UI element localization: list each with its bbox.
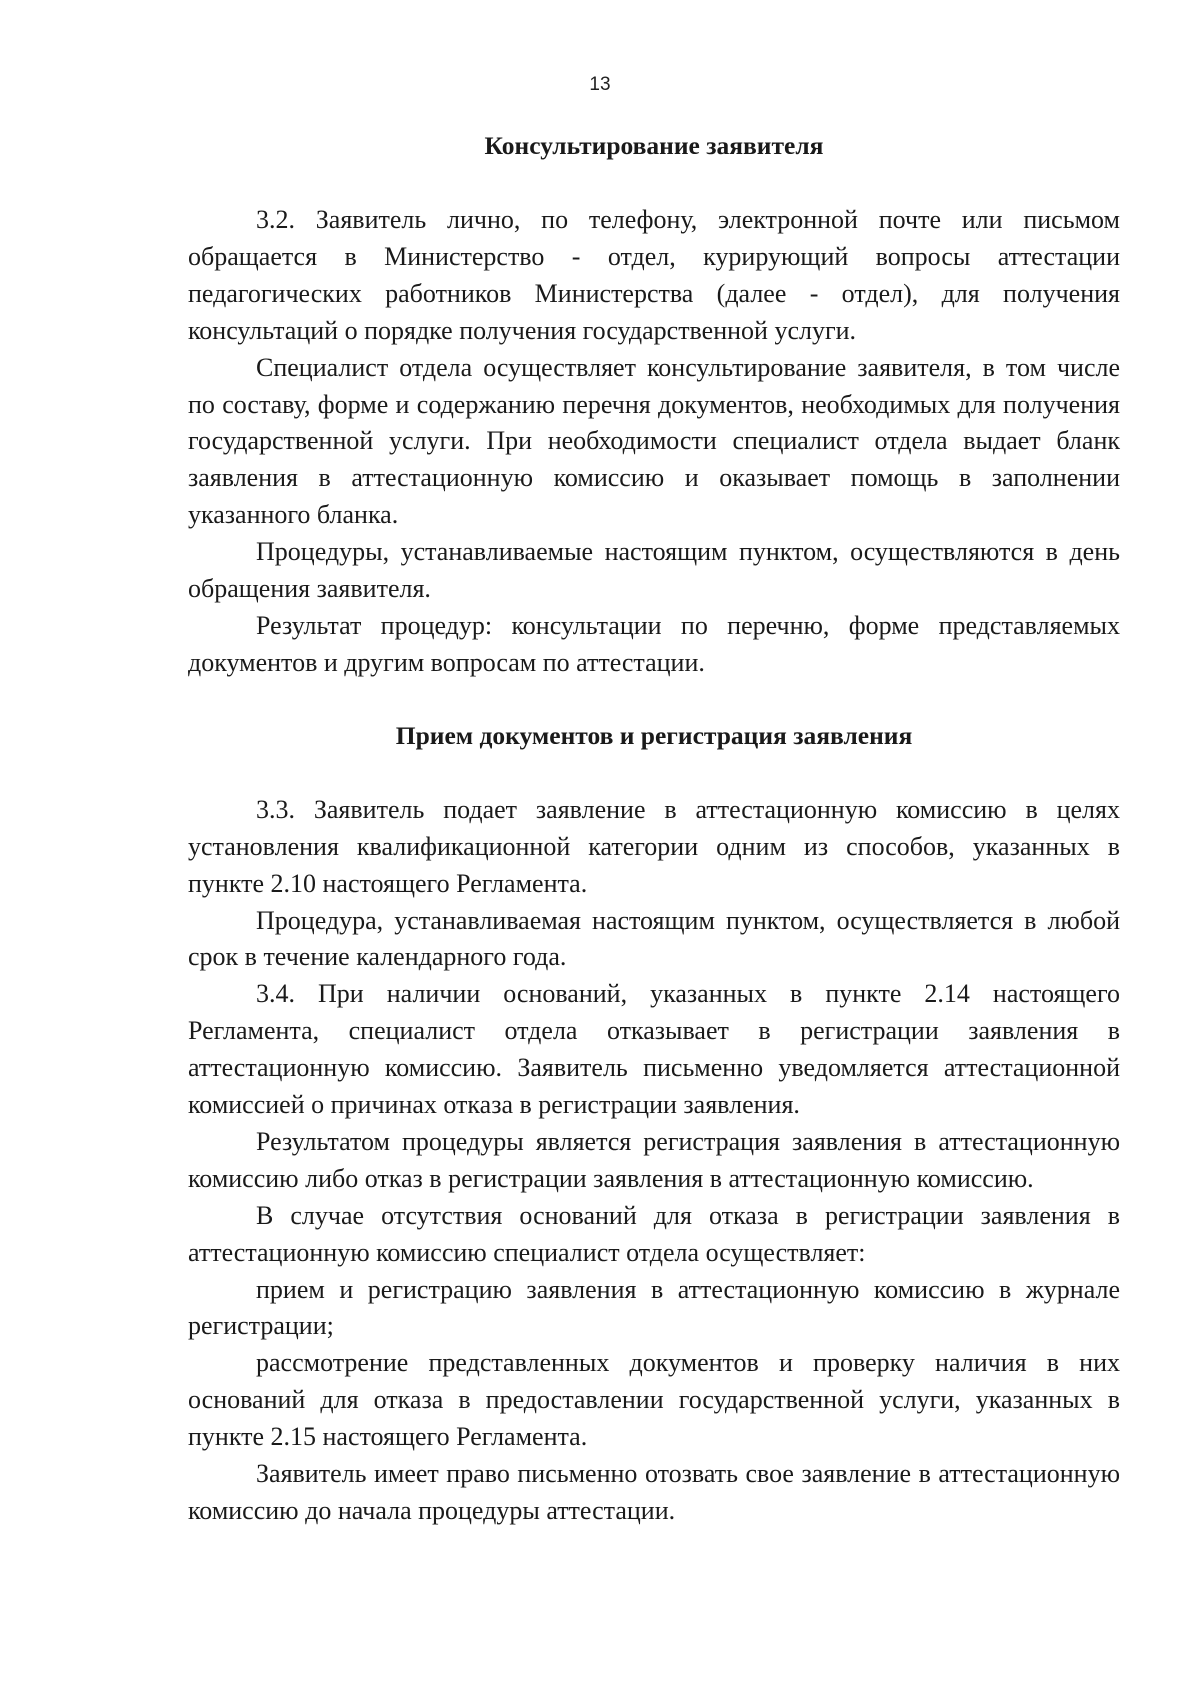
paragraph-procedures-result: Результат процедур: консультации по перечню, форме представляемых документов и другим вопросам по аттестации. xyxy=(188,610,1120,677)
document-body xyxy=(188,124,1120,1530)
paragraph-procedure-result: Результатом процедуры является регистрация заявления в аттестационную комиссию либо отказ в регистрации заявления в аттестационную комиссию. xyxy=(188,1126,1120,1193)
page-number: 13 xyxy=(589,74,611,95)
section-heading-reception-registration: Прием документов и регистрация заявления xyxy=(395,720,913,750)
paragraph-3-2: 3.2. Заявитель лично, по телефону, электронной почте или письмом обращается в Министерство - отдел, курирующий вопросы аттестации педагогических работников Министерства (далее - отдел), для получения консультаций о порядке получения государственной услуги. xyxy=(188,205,1120,345)
paragraph-3-3: 3.3. Заявитель подает заявление в аттестационную комиссию в целях установления квалификационной категории одним из способов, указанных в пункте 2.10 настоящего Регламента. xyxy=(188,794,1120,898)
paragraph-procedure-term: Процедура, устанавливаемая настоящим пунктом, осуществляется в любой срок в течение календарного года. xyxy=(188,905,1120,972)
paragraph-procedures-day: Процедуры, устанавливаемые настоящим пунктом, осуществляются в день обращения заявителя. xyxy=(188,537,1120,604)
paragraph-specialist-consultation: Специалист отдела осуществляет консультирование заявителя, в том числе по составу, форме и содержанию перечня документов, необходимых для получения государственной услуги. При необходимости специалист отдела выдает бланк заявления в аттестационную комиссию и оказывает помощь в заполнении указанного бланка. xyxy=(188,352,1120,530)
paragraph-3-4: 3.4. При наличии оснований, указанных в пункте 2.14 настоящего Регламента, специалист отдела отказывает в регистрации заявления в аттестационную комиссию. Заявитель письменно уведомляется аттестационной комиссией о причинах отказа в регистрации заявления. xyxy=(188,979,1120,1120)
paragraph-document-review: рассмотрение представленных документов и проверку наличия в них оснований для отказа в предоставлении государственной услуги, указанных в пункте 2.15 настоящего Регламента. xyxy=(188,1348,1120,1452)
paragraph-no-grounds: В случае отсутствия оснований для отказа в регистрации заявления в аттестационную комиссию специалист отдела осуществляет: xyxy=(188,1200,1120,1267)
section-heading-consultation: Консультирование заявителя xyxy=(484,131,824,160)
paragraph-withdrawal-right: Заявитель имеет право письменно отозвать свое заявление в аттестационную комиссию до начала процедуры аттестации. xyxy=(188,1459,1120,1525)
paragraph-reception-registration: прием и регистрацию заявления в аттестационную комиссию в журнале регистрации; xyxy=(188,1274,1120,1341)
